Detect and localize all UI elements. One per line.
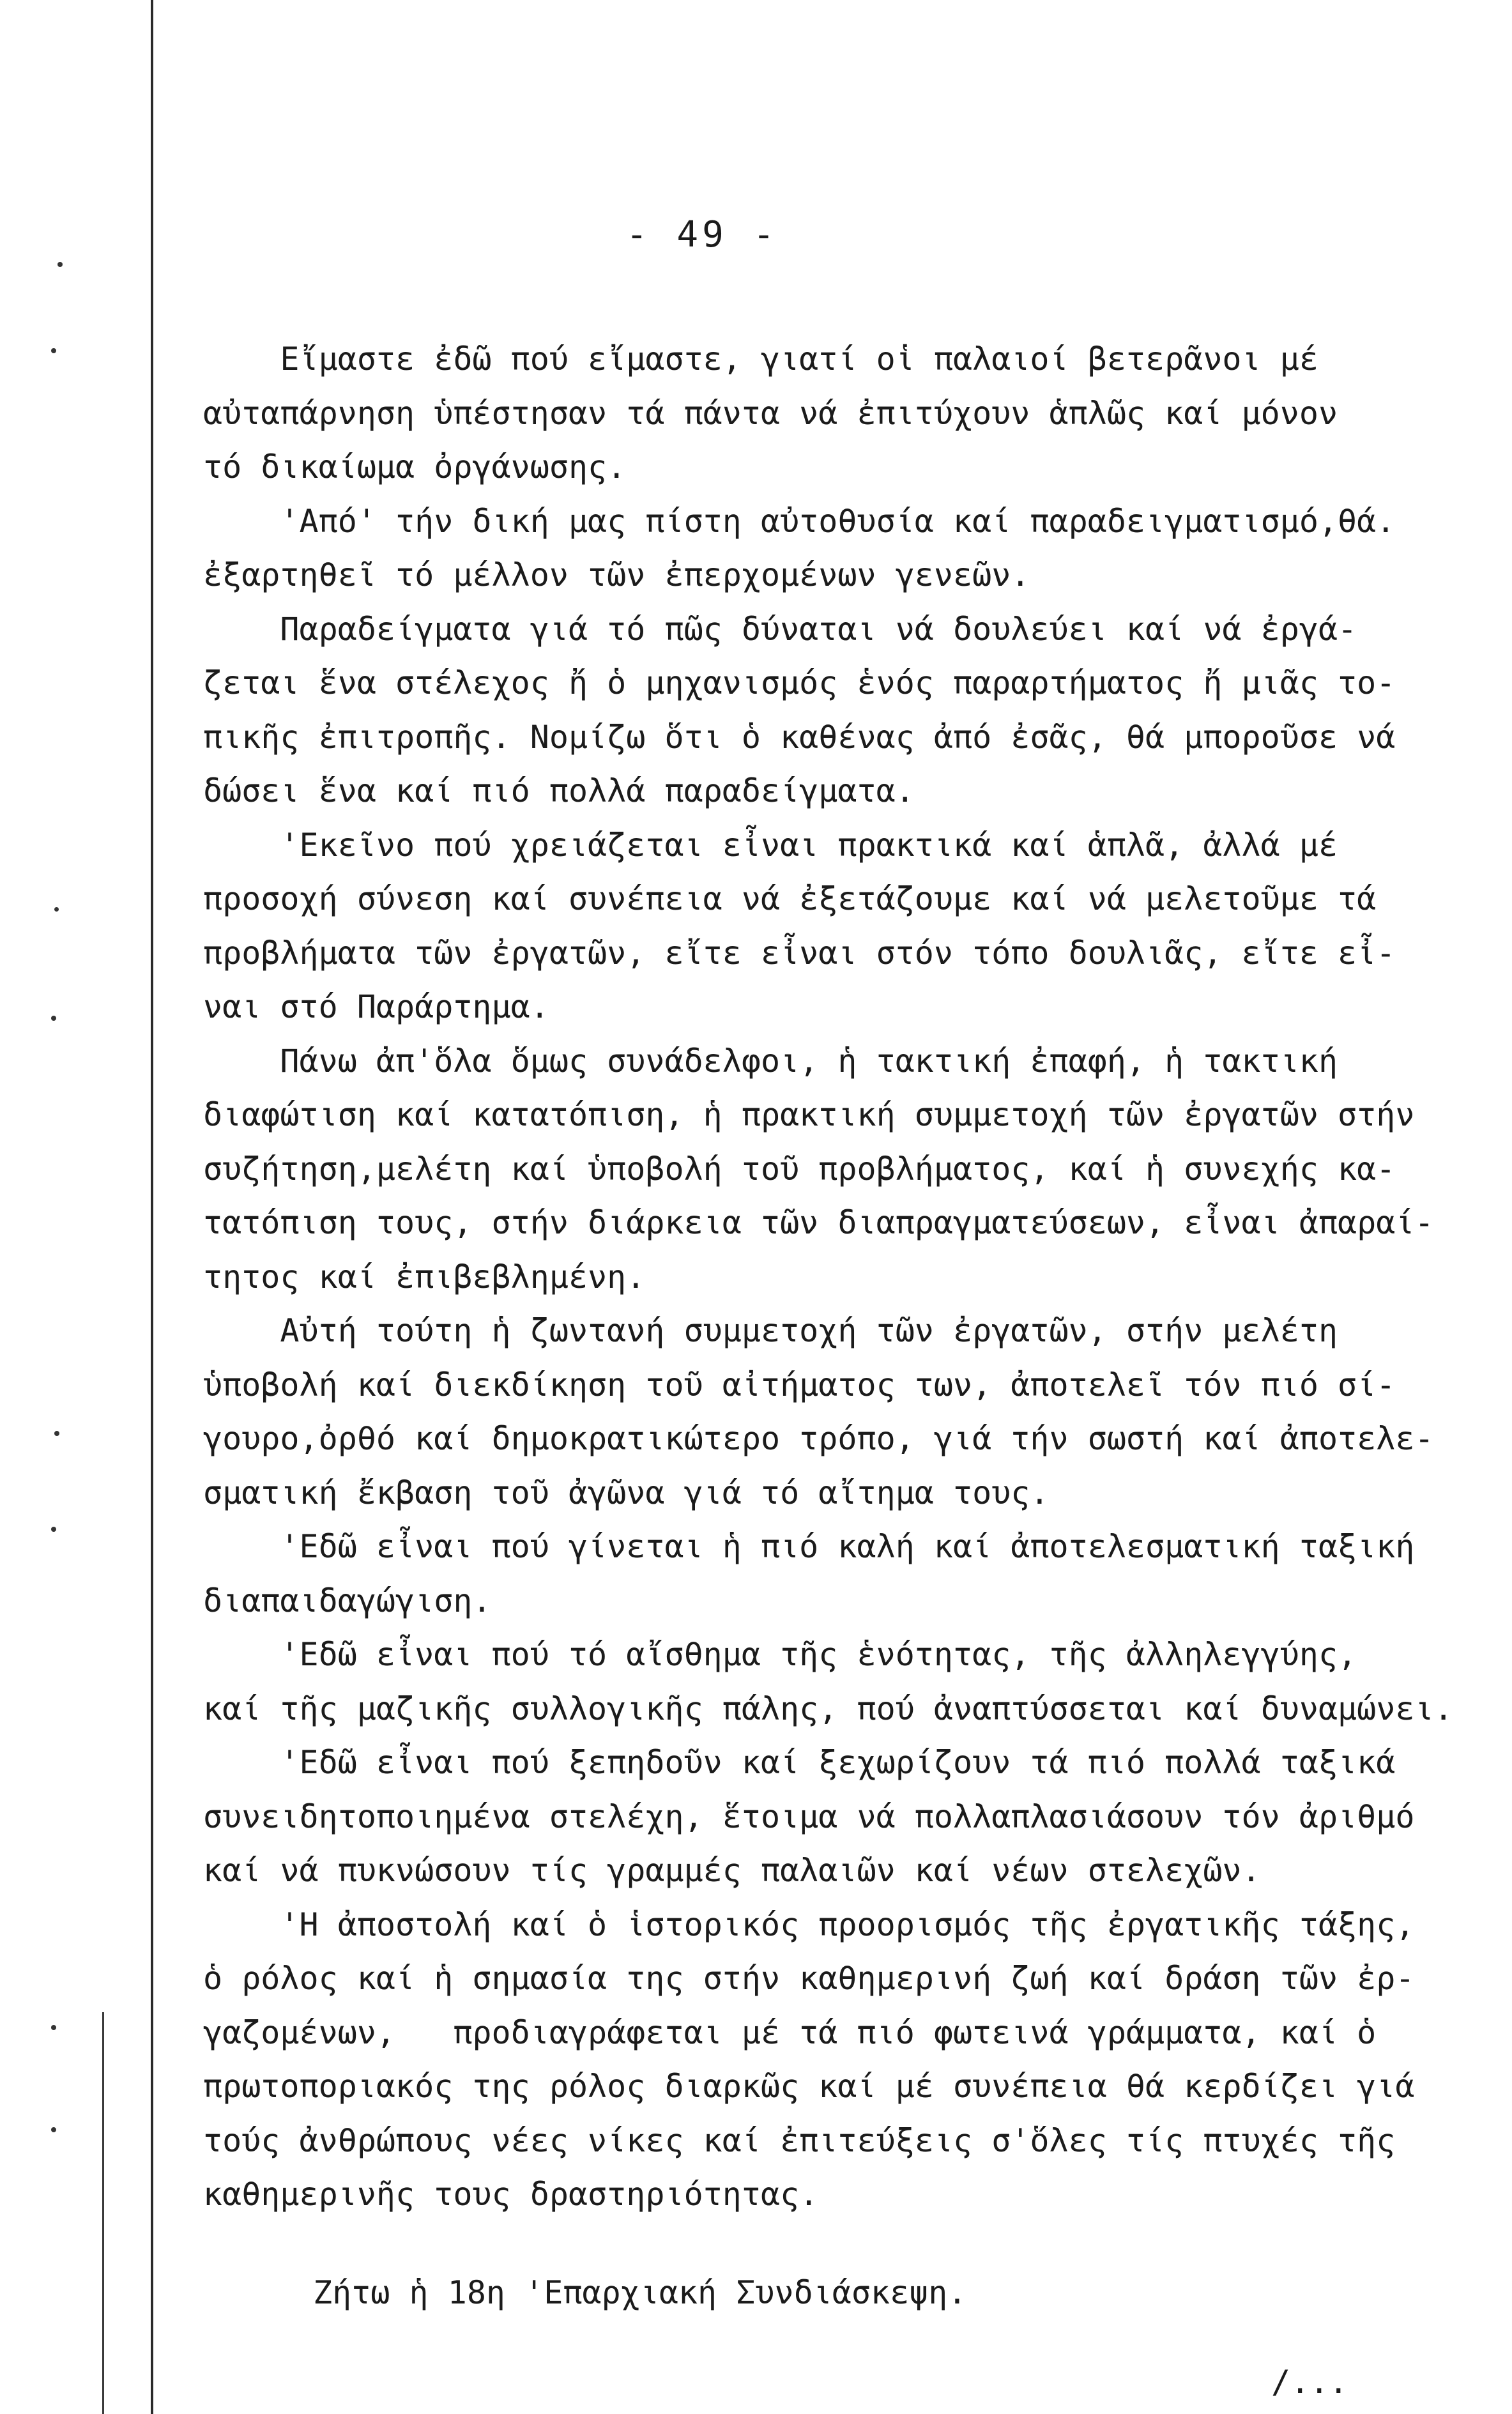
- scan-speck: [51, 348, 56, 353]
- text-line: ἐξαρτηθεῖ τό μέλλον τῶν ἐπερχομένων γενεῶν.: [203, 556, 1030, 593]
- text-line: καθημερινῆς τους δραστηριότητας.: [203, 2176, 819, 2213]
- text-line: σματική ἔκβαση τοῦ ἀγῶνα γιά τό αἴτημα τους.: [203, 1474, 1050, 1511]
- scan-speck: [51, 1527, 56, 1532]
- text-line: πικῆς ἐπιτροπῆς. Νομίζω ὅτι ὁ καθένας ἀπό ἐσᾶς, θά μποροῦσε νά: [203, 718, 1396, 756]
- scan-speck: [54, 907, 59, 912]
- text-line: τούς ἀνθρώπους νέες νίκες καί ἐπιτεύξεις σ'ὅλες τίς πτυχές τῆς: [203, 2121, 1396, 2159]
- left-margin-line: [151, 0, 153, 2414]
- text-line: Εἴμαστε ἐδῶ πού εἴμαστε, γιατί οἱ παλαιοί βετερᾶνοι μέ: [203, 340, 1318, 378]
- text-line: 'Εκεῖνο πού χρειάζεται εἶναι πρακτικά καί ἁπλᾶ, ἀλλά μέ: [203, 826, 1338, 864]
- text-line: διαπαιδαγώγιση.: [203, 1582, 492, 1619]
- text-line: συνειδητοποιημένα στελέχη, ἕτοιμα νά πολλαπλασιάσουν τόν ἀριθμό: [203, 1798, 1415, 1835]
- text-line: τατόπιση τους, στήν διάρκεια τῶν διαπραγματεύσεων, εἶναι ἀπαραί-: [203, 1204, 1434, 1241]
- scan-speck: [51, 2127, 56, 2132]
- text-line: γαζομένων, προδιαγράφεται μέ τά πιό φωτεινά γράμματα, καί ὁ: [203, 2013, 1377, 2051]
- text-line: 'Η ἀποστολή καί ὁ ἱστορικός προορισμός τῆς ἐργατικῆς τάξης,: [203, 1906, 1415, 1943]
- page-number: - 49 -: [626, 214, 779, 256]
- text-line: 'Από' τήν δική μας πίστη αὐτοθυσία καί παραδειγματισμό,θά.: [203, 502, 1396, 540]
- text-line: προσοχή σύνεση καί συνέπεια νά ἐξετάζουμε καί νά μελετοῦμε τά: [203, 880, 1377, 917]
- text-line: τητος καί ἐπιβεβλημένη.: [203, 1258, 646, 1295]
- text-line: Παραδείγματα γιά τό πῶς δύναται νά δουλεύει καί νά ἐργά-: [203, 610, 1357, 648]
- text-line: 'Εδῶ εἶναι πού γίνεται ἡ πιό καλή καί ἀποτελεσματική ταξική: [203, 1528, 1415, 1565]
- scan-speck: [51, 2025, 56, 2030]
- scan-speck: [57, 262, 63, 267]
- text-line: 'Εδῶ εἶναι πού τό αἴσθημα τῆς ἑνότητας, τῆς ἀλληλεγγύης,: [203, 1636, 1357, 1673]
- text-line: διαφώτιση καί κατατόπιση, ἡ πρακτική συμμετοχή τῶν ἐργατῶν στήν: [203, 1096, 1415, 1133]
- text-line: συζήτηση,μελέτη καί ὑποβολή τοῦ προβλήματος, καί ἡ συνεχής κα-: [203, 1150, 1396, 1188]
- text-line: Πάνω ἀπ'ὅλα ὅμως συνάδελφοι, ἡ τακτική ἐπαφή, ἡ τακτική: [203, 1042, 1338, 1080]
- text-line: ὁ ρόλος καί ἡ σημασία της στήν καθημερινή ζωή καί δράση τῶν ἐρ-: [203, 1960, 1415, 1997]
- text-line: ναι στό Παράρτημα.: [203, 988, 549, 1025]
- continuation-mark: /...: [1271, 2364, 1348, 2401]
- text-line: δώσει ἕνα καί πιό πολλά παραδείγματα.: [203, 772, 915, 809]
- left-margin-line-lower: [102, 2012, 104, 2414]
- text-line: ὑποβολή καί διεκδίκηση τοῦ αἰτήματος των, ἀποτελεῖ τόν πιό σί-: [203, 1366, 1396, 1403]
- closing-salutation: Ζήτω ἡ 18η 'Επαρχιακή Συνδιάσκεψη.: [313, 2274, 967, 2311]
- text-line: καί τῆς μαζικῆς συλλογικῆς πάλης, πού ἀναπτύσσεται καί δυναμώνει.: [203, 1690, 1453, 1727]
- text-line: ζεται ἕνα στέλεχος ἤ ὁ μηχανισμός ἑνός παραρτήματος ἤ μιᾶς το-: [203, 664, 1396, 701]
- text-line: τό δικαίωμα ὀργάνωσης.: [203, 448, 627, 485]
- text-line: 'Εδῶ εἶναι πού ξεπηδοῦν καί ξεχωρίζουν τά πιό πολλά ταξικά: [203, 1744, 1396, 1781]
- scan-speck: [54, 1431, 59, 1436]
- text-line: γουρο,ὀρθό καί δημοκρατικώτερο τρόπο, γιά τήν σωστή καί ἀποτελε-: [203, 1420, 1434, 1457]
- scan-speck: [51, 1016, 56, 1021]
- text-line: πρωτοποριακός της ρόλος διαρκῶς καί μέ συνέπεια θά κερδίζει γιά: [203, 2068, 1415, 2105]
- body-text: [203, 332, 1468, 2222]
- text-line: αὐταπάρνηση ὑπέστησαν τά πάντα νά ἐπιτύχουν ἁπλῶς καί μόνον: [203, 394, 1338, 432]
- text-line: καί νά πυκνώσουν τίς γραμμές παλαιῶν καί νέων στελεχῶν.: [203, 1852, 1261, 1889]
- text-line: Αὐτή τούτη ἡ ζωντανή συμμετοχή τῶν ἐργατῶν, στήν μελέτη: [203, 1312, 1338, 1349]
- text-line: προβλήματα τῶν ἐργατῶν, εἴτε εἶναι στόν τόπο δουλιᾶς, εἴτε εἶ-: [203, 934, 1396, 972]
